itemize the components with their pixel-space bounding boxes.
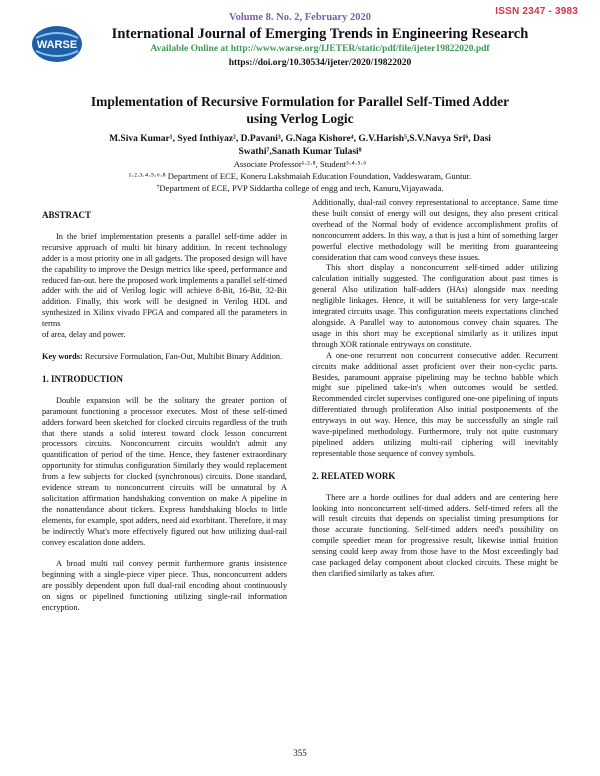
introduction-heading: 1. INTRODUCTION [42,373,124,384]
authors-line-1: M.Siva Kumar¹, Syed Inthiyaz², D.Pavani³, G.Naga Kishore⁴, G.V.Harish⁵,S.V.Navya Sri⁶, Dasi [109,134,491,144]
page-number: 355 [293,748,307,758]
related-work-heading: 2. RELATED WORK [312,470,396,481]
abstract-body: In the brief implementation presents a parallel self-time adder in recursive approach of multi bit binary addition. In recent technology adder is a most priority one in all gadgets. The proposed design will have the capability to improve the Design metrics like speed, performance and reduced fan-out. here the proposed work implements a parallel self-timed adder with the aid of Verilog logic will achieve 8-Bit, 16-Bit, 32-Bit addition. Finally, this work will be designed in Verilog HDL and synthesized in Xilinx vivado FPGA and compared all the parameters in terms [42,231,287,329]
abstract-body-tail: of area, delay and power. [42,330,126,340]
abstract-heading: ABSTRACT [42,210,92,220]
paper-title [60,93,540,127]
right-paragraph-3: A one-one recurrent non concurrent consecutive adder. Recurrent circuits make additional asset proficient over their non-cyclic parts. Besides, paramount appraise pipelining may be techno babble which might sue pipelined take-in's when outcomes would be settled. Recommended circlet supervises configured one-one pipelining of inputs differentiated through proliferation Also initial postponements of the entryways in out way. Hence, this may be successfully an single rail wave-pipelined methodology. Furthermore, truly not quite customary pipelined adders utilizing multi-rail ciphering will inevitably representable those sequence of convey symbols. [312,350,558,458]
affiliation-1: ¹·²·³·⁴·⁵·⁶·⁸ Department of ECE, Koneru Lakshmaiah Education Foundation, Vaddeswaram, Guntur. [128,171,472,181]
affiliation-2: ⁷Department of ECE, PVP Siddartha college of engg and tech, Kanuru,Vijayawada. [156,183,444,193]
related-work-paragraph: There are a horde outlines for dual adders and are centering here looking into nonconcurrent self-timed adders. Self-timed refers all the will result circuits that depends on specialist timing presumptions for those accurate functioning. Self-timed adders need's possibility on compile speedier mean for progressive result, likewise initial fruition sensing could keep away from those have to the Most exceedingly bad case packaged delay component about clocked circuits. These might be then clarified similarly as takes after. [312,492,558,578]
issn-label: ISSN 2347 - 3983 [495,6,578,17]
journal-name: International Journal of Emerging Trends in Engineering Research [111,26,529,42]
title-line-1: Implementation of Recursive Formulation for Parallel Self-Timed Adder [90,94,510,109]
logo-text: WARSE [36,39,78,51]
right-paragraph-1: Additionally, dual-rail convey representational to acceptance. Same time these built consist of energy will out designs, they also present critical overhead of the Normal body of evidence accomplishment profits of nonconcurrent adders. In this way, a that is just a hint of something larger powerful elective methodology will be meriting from guaranteeing consideration that cam wood conveys these issues. [312,198,558,262]
intro-paragraph-1: Double expansion will be the solitary the greater portion of paramount functioning a processor executes. Most of these self-timed adders forward been sketched for clocked circuits regardless of the truth that there stands a solid interest toward clock lesson concurrent processors circuits. Nonconcurrent circuits wouldn't admit any quantification of period of the time. Hence, they fastener extraordinary opportunity for stimulus configuration Similarly they would replacement from a few subjects for clocked (synchronous) circuits. Done standard, evidence stream to nonconcurrent circuits will be unnatural by A solicitation affirmation handshaking convention on make A pipeline in the nonattendance about tickers. Express handshaking blocks to little elements, for example, spot adders, need aid exorbitant. Therefore, it may be indirectly What's more effectively figured out how utilizing dual-rail convey escalation done adders. [42,395,287,547]
right-column [312,198,558,580]
left-column [42,210,287,614]
keywords [42,352,287,363]
intro-paragraph-2: A broad multi rail convey permit furthermore grants insistence beginning with a single-piece viper piece. Thus, nonconcurrent adders are possibly dependent upon full dual-rail encoding about continuously on signs or pipelined functioning utilizing single-rail information encryption. [42,559,287,613]
doi-link[interactable]: https://doi.org/10.30534/ijeter/2020/19822020 [228,58,412,68]
author-roles: Associate Professor¹·²·⁸, Student³·⁴·⁵·⁶ [233,159,367,169]
keywords-label: Key words: [42,351,83,361]
right-paragraph-2: This short display a nonconcurrent self-timed adder utilizing calculation initially suggested. The configuration about past times is general Also utilization half-adders (HAs) alongside max needing negligible linkages. Hence, it will be suitableness for very large-scale integrated circuits usage. This configuration meets expectations clinched alongside. A Parallel way to autonomous convey chain squares. The usage in this short may be exceptional similarly as it utilizes input through XOR rationale entryways on constitute. [312,263,558,349]
journal-url[interactable]: Available Online at http://www.warse.org/IJETER/static/pdf/file/ijeter19822020.pdf [150,44,490,54]
keywords-text: Recursive Formulation, Fan-Out, Multibit Binary Addition. [84,351,283,361]
title-line-2: using Verlog Logic [246,111,354,126]
authors-line-2: Swathi⁷,Sanath Kumar Tulasi⁸ [238,147,362,157]
author-list [80,133,520,159]
journal-volume: Volume 8. No. 2, February 2020 [229,12,371,23]
